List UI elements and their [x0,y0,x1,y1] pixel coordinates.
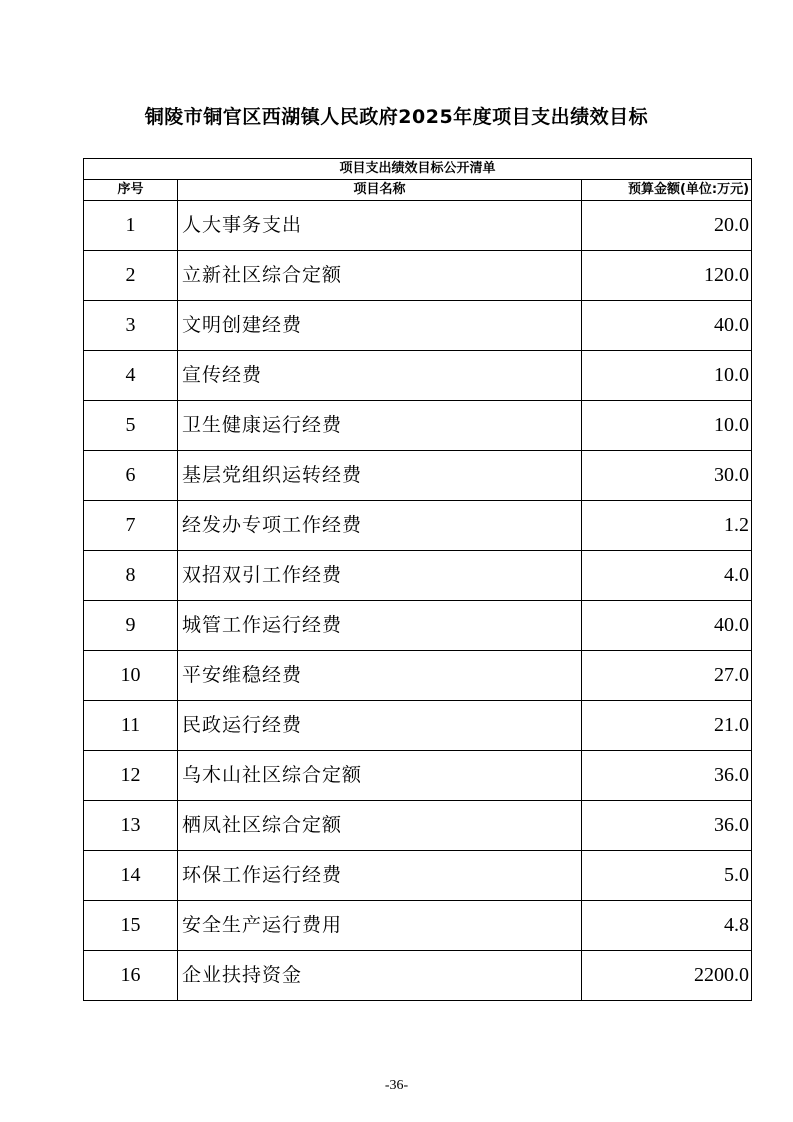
table-row [84,901,752,951]
table-body [84,201,752,1001]
row-amount: 30.0 [582,451,752,501]
row-project-name: 企业扶持资金 [178,951,582,1001]
table-row [84,501,752,551]
row-project-name: 经发办专项工作经费 [178,501,582,551]
row-project-name: 文明创建经费 [178,301,582,351]
table-row [84,451,752,501]
row-project-name: 环保工作运行经费 [178,851,582,901]
table-row [84,601,752,651]
table-caption: 项目支出绩效目标公开清单 [84,159,752,180]
row-amount: 10.0 [582,401,752,451]
row-seq: 1 [84,201,178,251]
budget-table [83,158,752,1001]
row-project-name: 城管工作运行经费 [178,601,582,651]
page-number: -36- [384,1078,409,1093]
header-seq: 序号 [84,180,178,201]
row-project-name: 人大事务支出 [178,201,582,251]
table-row [84,651,752,701]
row-project-name: 民政运行经费 [178,701,582,751]
row-project-name: 宣传经费 [178,351,582,401]
table-caption-row [84,159,752,180]
row-amount: 36.0 [582,801,752,851]
row-seq: 8 [84,551,178,601]
row-amount: 5.0 [582,851,752,901]
row-seq: 14 [84,851,178,901]
row-seq: 4 [84,351,178,401]
row-amount: 4.8 [582,901,752,951]
row-amount: 40.0 [582,301,752,351]
row-amount: 4.0 [582,551,752,601]
row-amount: 21.0 [582,701,752,751]
table-header-row [84,180,752,201]
row-seq: 12 [84,751,178,801]
row-seq: 11 [84,701,178,751]
row-seq: 10 [84,651,178,701]
table-row [84,201,752,251]
table-row [84,801,752,851]
row-seq: 6 [84,451,178,501]
row-seq: 2 [84,251,178,301]
row-project-name: 卫生健康运行经费 [178,401,582,451]
row-project-name: 双招双引工作经费 [178,551,582,601]
header-name: 项目名称 [178,180,582,201]
table-row [84,401,752,451]
row-amount: 20.0 [582,201,752,251]
table-row [84,551,752,601]
row-project-name: 栖凤社区综合定额 [178,801,582,851]
row-project-name: 乌木山社区综合定额 [178,751,582,801]
row-seq: 13 [84,801,178,851]
page-title: 铜陵市铜官区西湖镇人民政府2025年度项目支出绩效目标 [144,106,649,128]
row-project-name: 平安维稳经费 [178,651,582,701]
row-amount: 27.0 [582,651,752,701]
row-seq: 7 [84,501,178,551]
row-amount: 120.0 [582,251,752,301]
row-amount: 40.0 [582,601,752,651]
table-row [84,301,752,351]
row-seq: 9 [84,601,178,651]
row-project-name: 基层党组织运转经费 [178,451,582,501]
row-seq: 16 [84,951,178,1001]
table-row [84,351,752,401]
header-amount: 预算金额(单位:万元) [582,180,752,201]
table-row [84,751,752,801]
table-row [84,951,752,1001]
row-amount: 1.2 [582,501,752,551]
row-project-name: 安全生产运行费用 [178,901,582,951]
row-amount: 2200.0 [582,951,752,1001]
table-row [84,251,752,301]
table-row [84,851,752,901]
table-row [84,701,752,751]
row-seq: 5 [84,401,178,451]
row-amount: 10.0 [582,351,752,401]
row-project-name: 立新社区综合定额 [178,251,582,301]
row-seq: 15 [84,901,178,951]
row-seq: 3 [84,301,178,351]
row-amount: 36.0 [582,751,752,801]
